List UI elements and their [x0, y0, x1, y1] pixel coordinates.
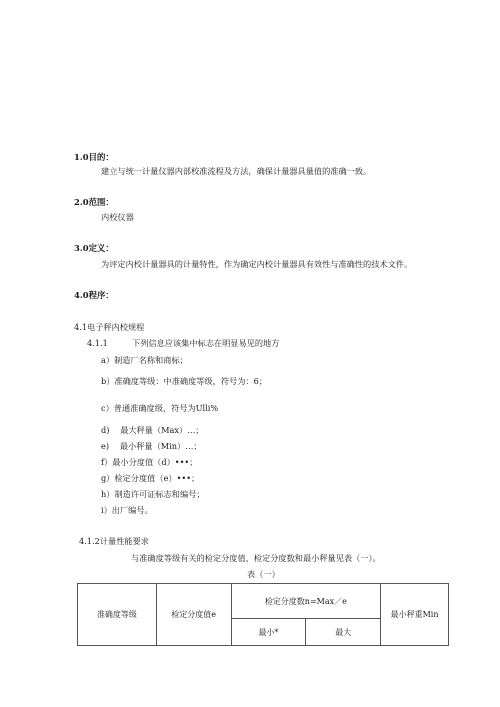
- section-purpose-heading: 1.0目的：: [74, 152, 114, 162]
- section-purpose-body: 建立与统一计量仪器内部校准流程及方法，确保计量器具量值的准确一致。: [101, 166, 372, 176]
- performance-table: [77, 583, 449, 646]
- list-item: f）最小分度值（d）•••；: [101, 457, 198, 467]
- list-item: b）准确度等级：中准确度等级，符号为：6；: [101, 376, 268, 386]
- header-count-max: 最大: [306, 619, 381, 646]
- table-caption: 表（一）: [247, 569, 280, 579]
- list-item: e) 最小秤量（Min）…；: [101, 441, 202, 451]
- list-item: d) 最大秤量（Max）…；: [101, 425, 204, 435]
- header-count-min: 最小*: [231, 619, 306, 646]
- header-verification-interval: 检定分度值e: [156, 584, 231, 646]
- list-item: h）制造许可证标志和编号；: [101, 489, 205, 499]
- header-min-capacity: 最小秤重Min: [381, 584, 449, 646]
- section-procedure-heading: 4.0程序：: [74, 290, 114, 300]
- clause-4-1-1-text: 下列信息应该集中标志在明显易见的地方: [132, 338, 280, 348]
- header-accuracy-class: 准确度等级: [78, 584, 157, 646]
- header-verification-count: 检定分度数n=Max／e: [231, 584, 381, 619]
- section-scope-body: 内校仪器: [101, 212, 134, 222]
- subsection-4-1-title: 4.1电子秤内校规程: [74, 322, 145, 332]
- section-scope-heading: 2.0范围：: [74, 197, 114, 207]
- list-item: a）制造厂名称和商标；: [101, 355, 188, 365]
- subsection-4-1-2-title: 4.1.2计量性能要求: [79, 536, 149, 546]
- list-item: g）检定分度值（e）•••；: [101, 473, 200, 483]
- clause-4-1-2-text: 与准确度等级有关的检定分度值、检定分度数和最小秤量见表（一）。: [131, 553, 381, 563]
- list-item: i）出厂编号。: [101, 505, 153, 515]
- list-item: c）普通准确度级，符号为Ulli%: [101, 403, 219, 413]
- section-definition-body: 为评定内校计量器具的计量特性，作为确定内校计量器具有效性与准确性的技术文件。: [101, 259, 413, 269]
- clause-4-1-1-number: 4.1.1: [87, 338, 108, 348]
- section-definition-heading: 3.0定义：: [74, 243, 114, 253]
